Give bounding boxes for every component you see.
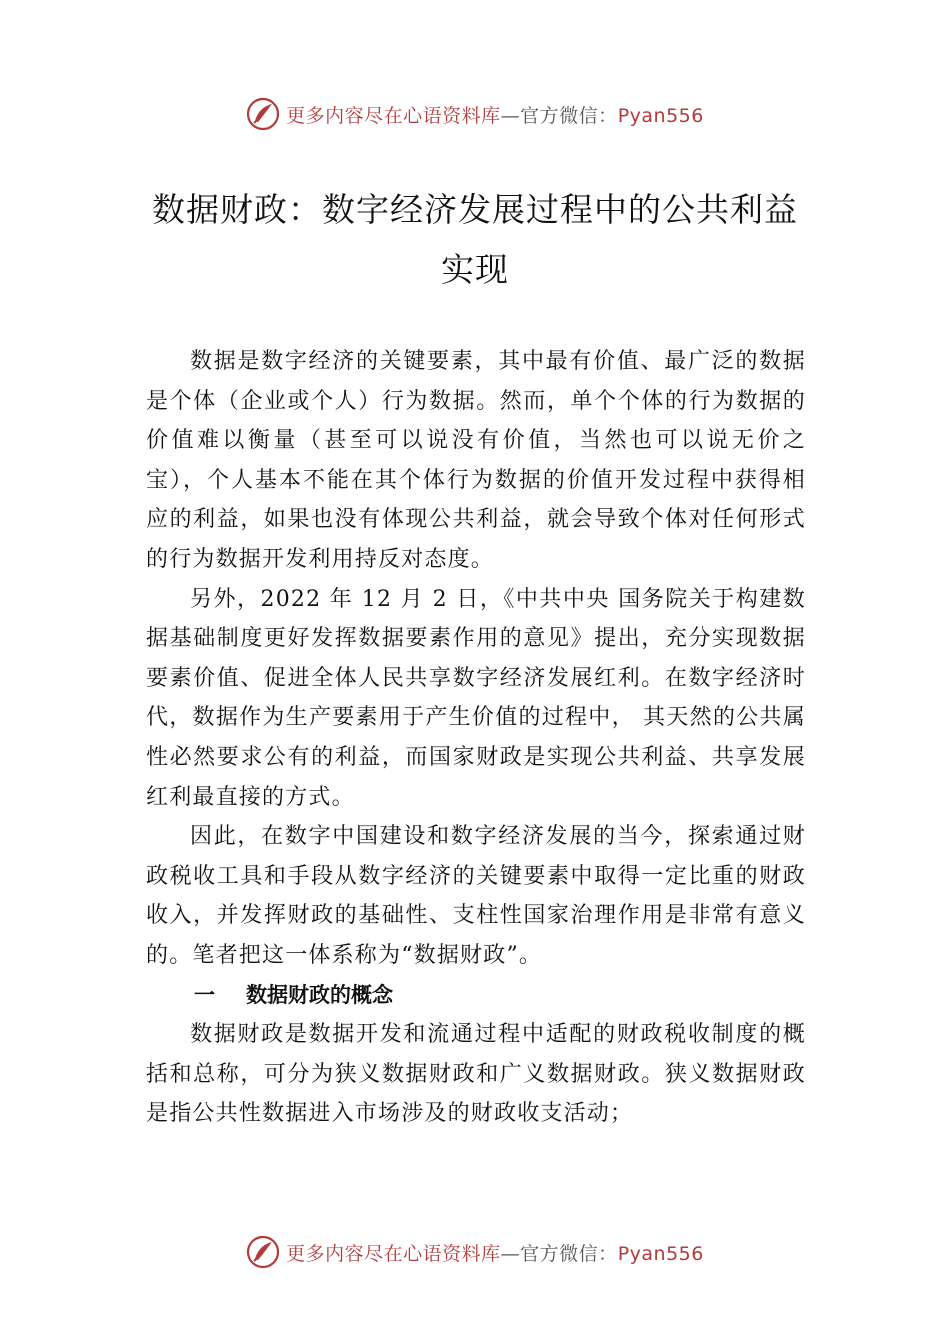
banner-text: 更多内容尽在心语资料库—官方微信：Pyan556: [286, 1242, 704, 1265]
paragraph-1: 数据是数字经济的关键要素，其中最有价值、最广泛的数据是个体（企业或个人）行为数据。然而，单个个体的行为数据的价值难以衡量（甚至可以说没有价值，当然也可以说无价之宝），个人基本不能在其个体行为数据的价值开发过程中获得相应的利益，如果也没有体现公共利益，就会导致个体对任何形式的行为数据开发利用持反对态度。: [146, 349, 806, 572]
paragraph-4: 数据财政是数据开发和流通过程中适配的财政税收制度的概括和总称，可分为狭义数据财政和广义数据财政。狭义数据财政是指公共性数据进入市场涉及的财政收支活动；: [146, 1022, 806, 1127]
section-title: 数据财政的概念: [246, 982, 393, 1007]
banner-text: 更多内容尽在心语资料库—官方微信：Pyan556: [286, 104, 704, 127]
paragraph-3: 因此，在数字中国建设和数字经济发展的当今，探索通过财政税收工具和手段从数字经济的关键要素中取得一定比重的财政收入，并发挥财政的基础性、支柱性国家治理作用是非常有意义的。笔者把这一体系称为“数据财政”。: [146, 824, 806, 968]
section-heading: [146, 976, 806, 1016]
section-number: 一: [194, 982, 215, 1007]
brand-logo-icon: [246, 1235, 280, 1269]
paragraph-2: 另外，2022 年 12 月 2 日，《中共中央 国务院关于构建数据基础制度更好发挥数据要素作用的意见》提出，充分实现数据要素价值、促进全体人民共享数字经济发展红利。在数字经济时代，数据作为生产要素用于产生价值的过程中， 其天然的公共属性必然要求公有的利益，而国家财政是实现公共利益、共享发展红利最直接的方式。: [146, 586, 806, 810]
header-banner: [0, 94, 950, 134]
brand-logo-icon: [246, 97, 280, 131]
document-body: [146, 342, 806, 1134]
footer-banner: [0, 1232, 950, 1272]
document-title: 数据财政：数字经济发展过程中的公共利益实现: [152, 190, 798, 289]
